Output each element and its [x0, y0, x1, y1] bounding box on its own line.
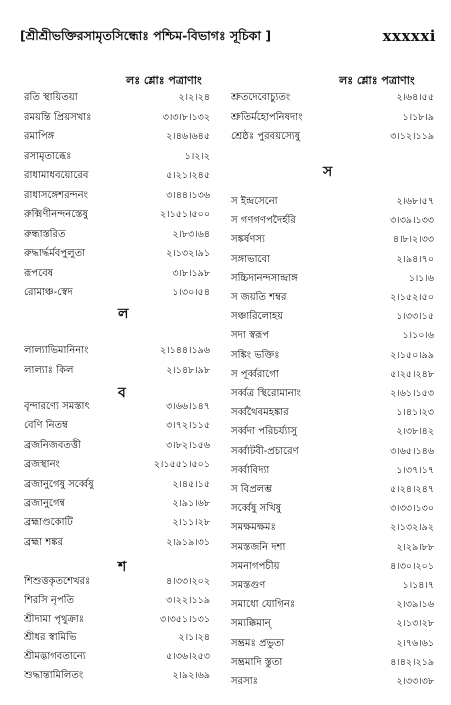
- entry-term: স জয়তি শম্বর: [231, 292, 287, 303]
- entry-reference: ২।৬১।১৫৩: [390, 388, 434, 399]
- index-entry: [20, 147, 220, 167]
- index-entry: [20, 244, 220, 264]
- page-header: [20, 28, 436, 50]
- index-entry: [20, 647, 220, 667]
- index-entry: [20, 225, 220, 245]
- entry-reference: ২।৪৫।১৫: [172, 478, 210, 490]
- entry-term: সর্ব্বদা পরিচর্য্যাসু: [231, 426, 297, 438]
- entry-reference: ২।৯২।৬৯: [172, 670, 210, 681]
- entry-reference: ১।১০।৬: [402, 330, 434, 342]
- entry-term: সচ্চিদানন্দসান্দ্রাঙ্গ: [231, 272, 298, 284]
- entry-reference: ৩।২২।১১৯: [166, 594, 210, 606]
- entry-reference: ৩।৬৫।১৪৬: [390, 445, 434, 457]
- entry-reference: ২।৬৪।৫৫: [396, 92, 434, 103]
- index-entry: [229, 480, 434, 500]
- index-entry: [229, 614, 434, 634]
- entry-reference: ৩।৮।১৯৮: [172, 267, 210, 279]
- index-entry: [229, 595, 434, 615]
- entry-reference: ২।৮৩।৬৪: [172, 228, 210, 240]
- entry-reference: ৪।৮।২।৩৩: [392, 234, 434, 246]
- entry-term: শ্রীদামা পৃথুক্রাঃ: [24, 613, 85, 625]
- entry-reference: ২।৩৮।৪২: [396, 426, 434, 438]
- entry-reference: ২।১৫১।৫০০: [160, 209, 210, 220]
- section-letter-la: ল: [118, 306, 129, 322]
- entry-reference: ৫।৩৬।২৫৩: [166, 651, 210, 663]
- entry-term: বেণি নিতম্ব: [24, 420, 68, 432]
- entry-term: রুন্ধাস্তরিত: [24, 228, 66, 240]
- entry-reference: ২।৭৬।৬১: [396, 637, 434, 649]
- entry-reference: ৩।৮২।১৫৬: [166, 439, 210, 451]
- index-entry: [229, 384, 434, 404]
- index-entry: [20, 572, 220, 592]
- entry-reference: ২।১৪৪।১৯৬: [160, 345, 210, 356]
- entry-reference: ২।১৪৮।৯৮: [166, 364, 210, 376]
- index-entry: [20, 108, 220, 128]
- index-entry: [229, 211, 434, 231]
- index-entry: [229, 653, 434, 673]
- entry-reference: ৩।৩৫১।১৩১: [160, 613, 210, 625]
- entry-reference: ২।২।২৪: [178, 92, 210, 103]
- section-letter-sha: শ: [118, 559, 127, 575]
- entry-term: রতি স্থায়িতয়া: [24, 92, 78, 103]
- entry-term: লাল্যাঃ কিল: [24, 364, 74, 376]
- index-entry: [229, 269, 434, 289]
- index-entry: [20, 628, 220, 648]
- entry-term: স ইন্দ্রসেনো: [231, 196, 278, 207]
- index-entry: [229, 307, 434, 327]
- entry-term: ব্রজনিজবতত্তী: [24, 439, 81, 451]
- entry-term: শিশুত্তকৃতশেখরঃ: [24, 576, 91, 587]
- entry-reference: ৩।৬৬।১৪৭: [166, 401, 210, 412]
- index-entry: [229, 250, 434, 270]
- index-entry: [20, 205, 220, 225]
- index-entry: [229, 288, 434, 308]
- index-entry: [20, 88, 220, 108]
- entry-term: সমনাগপচীয়: [231, 560, 280, 572]
- index-entry: [229, 499, 434, 519]
- index-entry: [229, 346, 434, 366]
- entry-reference: ১।৩০।৫৪: [172, 287, 210, 298]
- index-entry: [229, 108, 434, 128]
- entry-reference: ৩।৩৯।১৩৩: [390, 215, 434, 227]
- entry-reference: ২।১।২৪: [178, 632, 210, 644]
- index-entry: [20, 513, 220, 533]
- entry-reference: ১।১৪।৭: [402, 580, 434, 591]
- left-column-heading: লঃ শ্লোঃ পত্রাণাং: [126, 74, 202, 87]
- entry-term: রোমাঞ্চ-স্বেদ: [24, 287, 73, 298]
- entry-term: সমক্ষমক্ষমঃ: [231, 522, 276, 534]
- index-entry: [20, 494, 220, 514]
- entry-term: শ্রীমদ্ভাগবতান্যে: [24, 651, 86, 663]
- entry-term: লাল্যাভিমানিনাং: [24, 345, 89, 356]
- entry-term: সদা স্বরূপ: [231, 330, 270, 342]
- entry-term: রাধামাধবয়োরেব: [24, 170, 89, 181]
- entry-reference: ৩।৩৩।১৩০: [390, 503, 434, 515]
- entry-term: ব্রজানুগেষু সর্ব্বেষু: [24, 478, 94, 490]
- index-entry: [20, 475, 220, 495]
- entry-term: শ্রীধর স্বামিভি: [24, 632, 77, 644]
- entry-term: শিরসি নৃপতি: [24, 594, 75, 606]
- entry-term: রুক্মিণীনন্দনস্তেষু: [24, 209, 88, 220]
- index-title: [শ্রীশ্রীভক্তিরসামৃতসিন্ধোঃ পশ্চিম-বিভাগঃ সূচিকা ]: [20, 28, 272, 43]
- entry-reference: ১।২।২: [184, 150, 210, 162]
- index-entry: [229, 557, 434, 577]
- entry-reference: ২।১১।২৮: [172, 517, 210, 529]
- index-entry: [229, 230, 434, 250]
- entry-term: রুদ্ধার্দ্ধর্মবপুলুতা: [24, 248, 86, 259]
- index-entry: [229, 88, 434, 108]
- entry-term: রসামৃতাব্ধেঃ: [24, 150, 72, 162]
- entry-term: স গণগণপদৈর্হরি: [231, 215, 296, 227]
- index-entry: [20, 186, 220, 206]
- index-entry: [20, 455, 220, 475]
- index-entry: [229, 422, 434, 442]
- entry-reference: ২।১৩২।৯২: [390, 522, 434, 534]
- entry-reference: ২।১৩।২৮: [396, 618, 434, 630]
- entry-term: সরসাঃ: [231, 676, 258, 687]
- entry-reference: ৪।৪২।২১৯: [390, 656, 434, 668]
- entry-term: স পূর্ব্বরাগো: [231, 368, 279, 380]
- entry-reference: ১।৪১।২৩: [396, 407, 434, 419]
- entry-term: শ্রুতদেবোচ্যুতং: [231, 92, 291, 103]
- entry-term: সমাধো যোগিনঃ: [231, 599, 296, 611]
- entry-term: সমস্তজনি দশা: [231, 541, 286, 553]
- entry-term: সর্ব্বত্র স্থিরোমানাং: [231, 388, 301, 399]
- entry-term: সর্ব্বাটবী-প্রচারেণ: [231, 445, 299, 457]
- index-entry: [229, 127, 434, 147]
- index-entry: [229, 576, 434, 596]
- index-entry: [20, 591, 220, 611]
- index-entry: [20, 436, 220, 456]
- section-letter-sa: স: [323, 164, 333, 180]
- entry-term: রময়ন্তি প্রিয়সখাঃ: [24, 111, 92, 123]
- entry-term: ব্রহ্মাণ্ডকোটি: [24, 517, 73, 529]
- entry-reference: ৪।৩০।২০১: [390, 560, 434, 572]
- index-entry: [229, 538, 434, 558]
- entry-reference: ৫।২১।২৪৫: [166, 170, 210, 181]
- index-entry: [20, 533, 220, 553]
- index-entry: [20, 361, 220, 381]
- entry-term: সম্ভ্রমাদি স্তুতা: [231, 656, 283, 668]
- index-entry: [229, 672, 434, 692]
- page-number: xxxxxi: [382, 27, 436, 45]
- entry-reference: ২।৬৮।৫৭: [396, 196, 434, 207]
- entry-term: সঞ্চারিলোহয়: [231, 311, 284, 323]
- entry-reference: ২।১৩২।৯১: [166, 248, 210, 259]
- entry-reference: ২।১৫৫১।৫০১: [153, 459, 210, 471]
- index-entry: [20, 283, 220, 303]
- entry-reference: ২।৩৯।১৬: [396, 599, 434, 611]
- entry-reference: ২।৩৩।৩৮: [396, 676, 434, 687]
- entry-term: সর্ব্বাবিদ্যা: [231, 464, 270, 476]
- index-entry: [229, 326, 434, 346]
- entry-reference: ১।১৮।৯: [402, 111, 434, 123]
- entry-reference: ৩।১২।১১৯: [390, 131, 434, 142]
- entry-term: সর্ব্বেষু সখিষু: [231, 503, 282, 515]
- entry-term: সঙ্গাভাবো: [231, 253, 270, 265]
- entry-term: সর্ব্বথৈবমহঙ্কার: [231, 407, 289, 419]
- entry-term: স বিপ্রলম্ভ: [231, 484, 273, 495]
- entry-reference: ২।৯১।৬৮: [172, 498, 210, 509]
- entry-term: শুদ্ধান্তামিলিতং: [24, 670, 84, 681]
- index-entry: [229, 518, 434, 538]
- entry-term: সঙ্কর্ষণস্য: [231, 234, 265, 246]
- entry-term: ব্রহ্মা শঙ্কর: [24, 536, 63, 548]
- entry-term: রাধাসঙ্গেশরন্দনং: [24, 189, 88, 201]
- index-entry: [20, 127, 220, 147]
- right-column-heading: লঃ শ্লোঃ পত্রাণাং: [339, 74, 415, 87]
- entry-term: সঙ্কিং ভক্তিঃ: [231, 349, 280, 361]
- entry-term: শ্রেষ্ঠঃ পুরবয়স্যেষু: [231, 131, 301, 142]
- entry-term: রমাপিঙ্গ: [24, 131, 55, 142]
- entry-reference: ৩।৭২।১১৫: [166, 420, 210, 432]
- entry-reference: ২।১৫০।৯৯: [390, 349, 434, 361]
- index-entry: [229, 442, 434, 462]
- entry-term: সমস্তগুণ: [231, 580, 266, 591]
- index-entry: [229, 403, 434, 423]
- index-entry: [229, 192, 434, 212]
- index-entry: [20, 416, 220, 436]
- entry-reference: ১।১।৬: [408, 272, 434, 284]
- entry-term: ব্রজানুগেন্ব: [24, 498, 65, 509]
- entry-reference: ৫।২৫।২৪৮: [390, 368, 434, 380]
- entry-reference: ২।২৯।৮৮: [396, 541, 434, 553]
- index-entry: [229, 365, 434, 385]
- entry-reference: ২।১৫২।৫০: [390, 292, 434, 303]
- entry-term: বৃন্দারণ্যে সমস্তাৎ: [24, 401, 90, 412]
- index-entry: [20, 610, 220, 630]
- entry-term: রূপবেষ: [24, 267, 54, 279]
- entry-term: শ্রুতির্মহোপনিষদাং: [231, 111, 303, 123]
- index-entry: [20, 264, 220, 284]
- entry-reference: ৩।৩।৮।১৩২: [162, 111, 210, 123]
- index-entry: [20, 666, 220, 686]
- entry-reference: ৩।৪৪।১৩৬: [166, 189, 210, 201]
- entry-reference: ৫।২৪।২৪৭: [390, 484, 434, 495]
- index-entry: [20, 341, 220, 361]
- entry-term: ব্রজস্থানং: [24, 459, 60, 471]
- entry-reference: ২।৯৪।৭০: [396, 253, 434, 265]
- entry-term: সম্যক্কিমান্: [231, 618, 271, 630]
- entry-reference: ৪।৩৩।২০২: [166, 576, 210, 587]
- section-letter-ba: ব: [118, 385, 126, 401]
- entry-reference: ১।৩৩।১৫: [396, 311, 434, 323]
- entry-term: সম্ভ্রমঃ প্রভুতা: [231, 637, 285, 649]
- entry-reference: ২।৯১৯।৩১: [166, 536, 210, 548]
- index-entry: [20, 166, 220, 186]
- index-entry: [229, 634, 434, 654]
- index-entry: [20, 397, 220, 417]
- entry-reference: ২।৪৬।৬৪৫: [166, 131, 210, 142]
- entry-reference: ১।৩৭।১৭: [396, 464, 434, 476]
- index-entry: [229, 461, 434, 481]
